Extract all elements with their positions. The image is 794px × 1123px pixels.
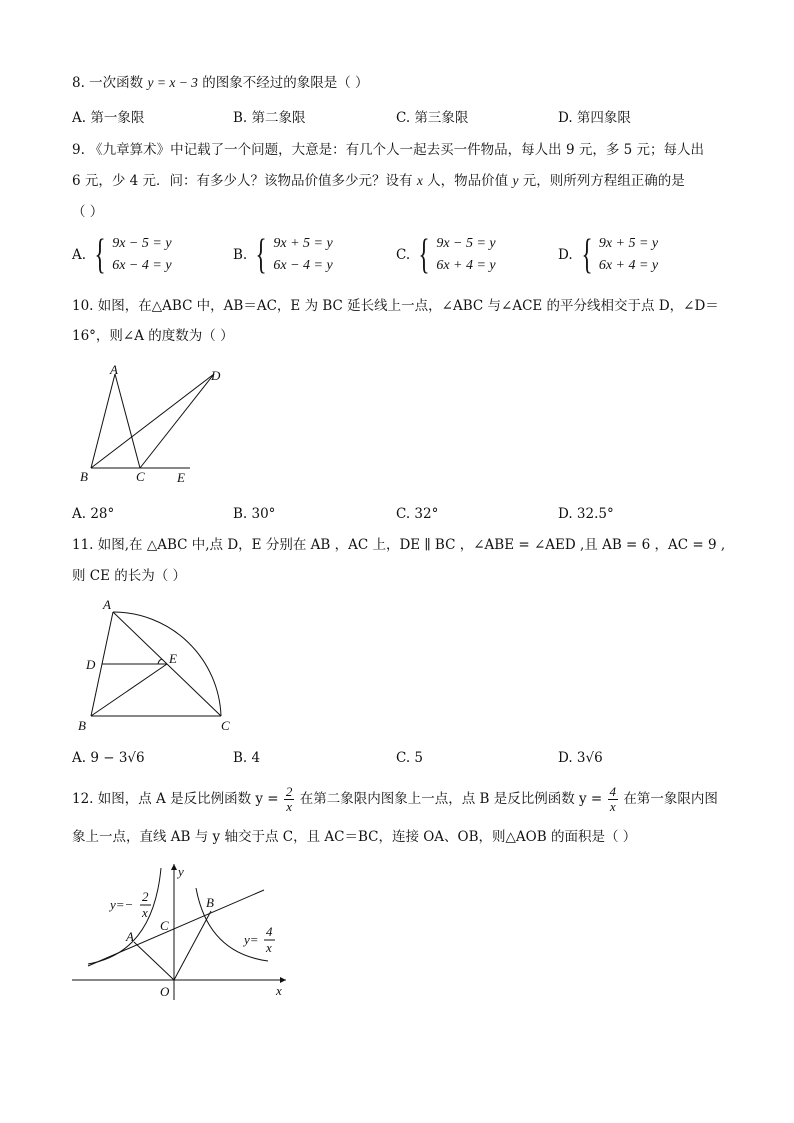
q10-option-b: B. 30° bbox=[233, 506, 276, 522]
q12-curve-left-label: y=− bbox=[110, 897, 134, 912]
q8-stem-b: 的图象不经过的象限是（ ） bbox=[202, 75, 369, 91]
q9-option-b: B. { 9x + 5 = y 6x − 4 = y bbox=[233, 232, 333, 278]
q8-option-b: B. 第二象限 bbox=[233, 110, 306, 126]
q10-label-d: D bbox=[211, 368, 221, 383]
q11-label-a: A bbox=[103, 597, 111, 612]
q10-segment-cd bbox=[140, 374, 214, 468]
q10-segment-ac bbox=[115, 374, 140, 468]
q11-figure bbox=[78, 594, 240, 734]
q12-line1: 12. 如图，点 A 是反比例函数 y = $\frac{2}{x}$ 在第二象限内图象上一点，点 B 是反比例函数 y = $\frac{4}{x}$ 在第一象限内图 bbox=[72, 784, 718, 814]
q10-label-c: C bbox=[136, 469, 145, 484]
q12-label-y-axis: y bbox=[178, 864, 184, 879]
q10-option-c: C. 32° bbox=[396, 506, 439, 522]
q8-option-d: D. 第四象限 bbox=[558, 110, 631, 126]
q9-option-c: C. { 9x − 5 = y 6x + 4 = y bbox=[396, 232, 496, 278]
q8-option-a: A. 第一象限 bbox=[72, 110, 145, 126]
brace-icon: { bbox=[581, 232, 593, 278]
q9-option-d: D. { 9x + 5 = y 6x + 4 = y bbox=[558, 232, 659, 278]
q10-option-a: A. 28° bbox=[72, 506, 115, 522]
q11-option-b: B. 4 bbox=[233, 750, 261, 766]
q8-formula: y = x − 3 bbox=[147, 75, 198, 90]
q11-option-d: D. 3√6 bbox=[558, 750, 603, 766]
q8-option-c: C. 第三象限 bbox=[396, 110, 469, 126]
q10-option-d: D. 32.5° bbox=[558, 506, 614, 522]
q11-label-c: C bbox=[221, 718, 230, 733]
q11-option-c: C. 5 bbox=[396, 750, 424, 766]
q12-label-a: A bbox=[126, 929, 134, 944]
q11-label-d: D bbox=[86, 657, 96, 672]
q9-line3: （ ） bbox=[72, 204, 104, 220]
q10-figure bbox=[75, 360, 225, 488]
brace-icon: { bbox=[255, 232, 267, 278]
q10-line1: 10. 如图，在△ABC 中，AB＝AC，E 为 BC 延长线上一点，∠ABC 与∠ACE 的平分线相交于点 D，∠D＝ bbox=[72, 298, 719, 314]
q9-line2: 6 元，少 4 元．问：有多少人？该物品价值多少元？设有 x 人，物品价值 y 元，则所列方程组正确的是 bbox=[72, 173, 685, 189]
q11-line1: 11. 如图,在 △ABC 中,点 D，E 分别在 AB ，AC 上，DE ∥ BC ，∠ABE = ∠AED ,且 AB = 6 ，AC = 9 , bbox=[72, 537, 726, 553]
q10-segment-ab bbox=[91, 374, 115, 468]
q12-label-x-axis: x bbox=[276, 983, 282, 998]
q11-line2: 则 CE 的长为（ ） bbox=[72, 568, 187, 584]
q10-label-e: E bbox=[177, 470, 185, 485]
brace-icon: { bbox=[94, 232, 106, 278]
q12-fraction-2-over-x: $\frac{2}{x}$ bbox=[285, 784, 293, 814]
q8-stem-a: 8. 一次函数 bbox=[72, 75, 144, 91]
q10-segment-bd bbox=[91, 374, 214, 468]
q12-curve-left-den: x bbox=[142, 905, 148, 920]
q12-fraction-4-over-x: $\frac{4}{x}$ bbox=[609, 784, 617, 814]
brace-icon: { bbox=[418, 232, 430, 278]
q8-stem bbox=[72, 74, 369, 92]
q12-segment-oa bbox=[134, 942, 174, 980]
q12-curve-left-num: 2 bbox=[142, 889, 149, 904]
q9-line1: 9. 《九章算术》中记载了一个问题，大意是：有几个人一起去买一件物品，每人出 9 元，多 5 元；每人出 bbox=[72, 142, 705, 158]
q11-angle-mark bbox=[158, 659, 162, 664]
q12-curve-right-num: 4 bbox=[266, 924, 273, 939]
q12-label-c: C bbox=[160, 918, 169, 933]
q12-figure bbox=[68, 858, 298, 1008]
q11-option-a: A. 9 − 3√6 bbox=[72, 750, 145, 766]
q12-curve-right-label: y= bbox=[244, 932, 259, 947]
q12-label-o: O bbox=[160, 984, 170, 999]
q10-label-a: A bbox=[110, 362, 118, 377]
q12-label-b: B bbox=[206, 895, 214, 910]
q10-label-b: B bbox=[80, 469, 88, 484]
q11-label-e: E bbox=[169, 651, 177, 666]
q9-option-a: A. { 9x − 5 = y 6x − 4 = y bbox=[72, 232, 172, 278]
q12-curve-right-den: x bbox=[266, 940, 272, 955]
q12-curve-left bbox=[88, 868, 161, 964]
q10-line2: 16°，则∠A 的度数为（ ） bbox=[72, 328, 234, 344]
q11-label-b: B bbox=[78, 718, 86, 733]
q12-line2: 象上一点，直线 AB 与 y 轴交于点 C，且 AC＝BC，连接 OA、OB，则△AOB 的面积是（ ） bbox=[72, 829, 637, 845]
q11-segment-be bbox=[91, 664, 167, 716]
